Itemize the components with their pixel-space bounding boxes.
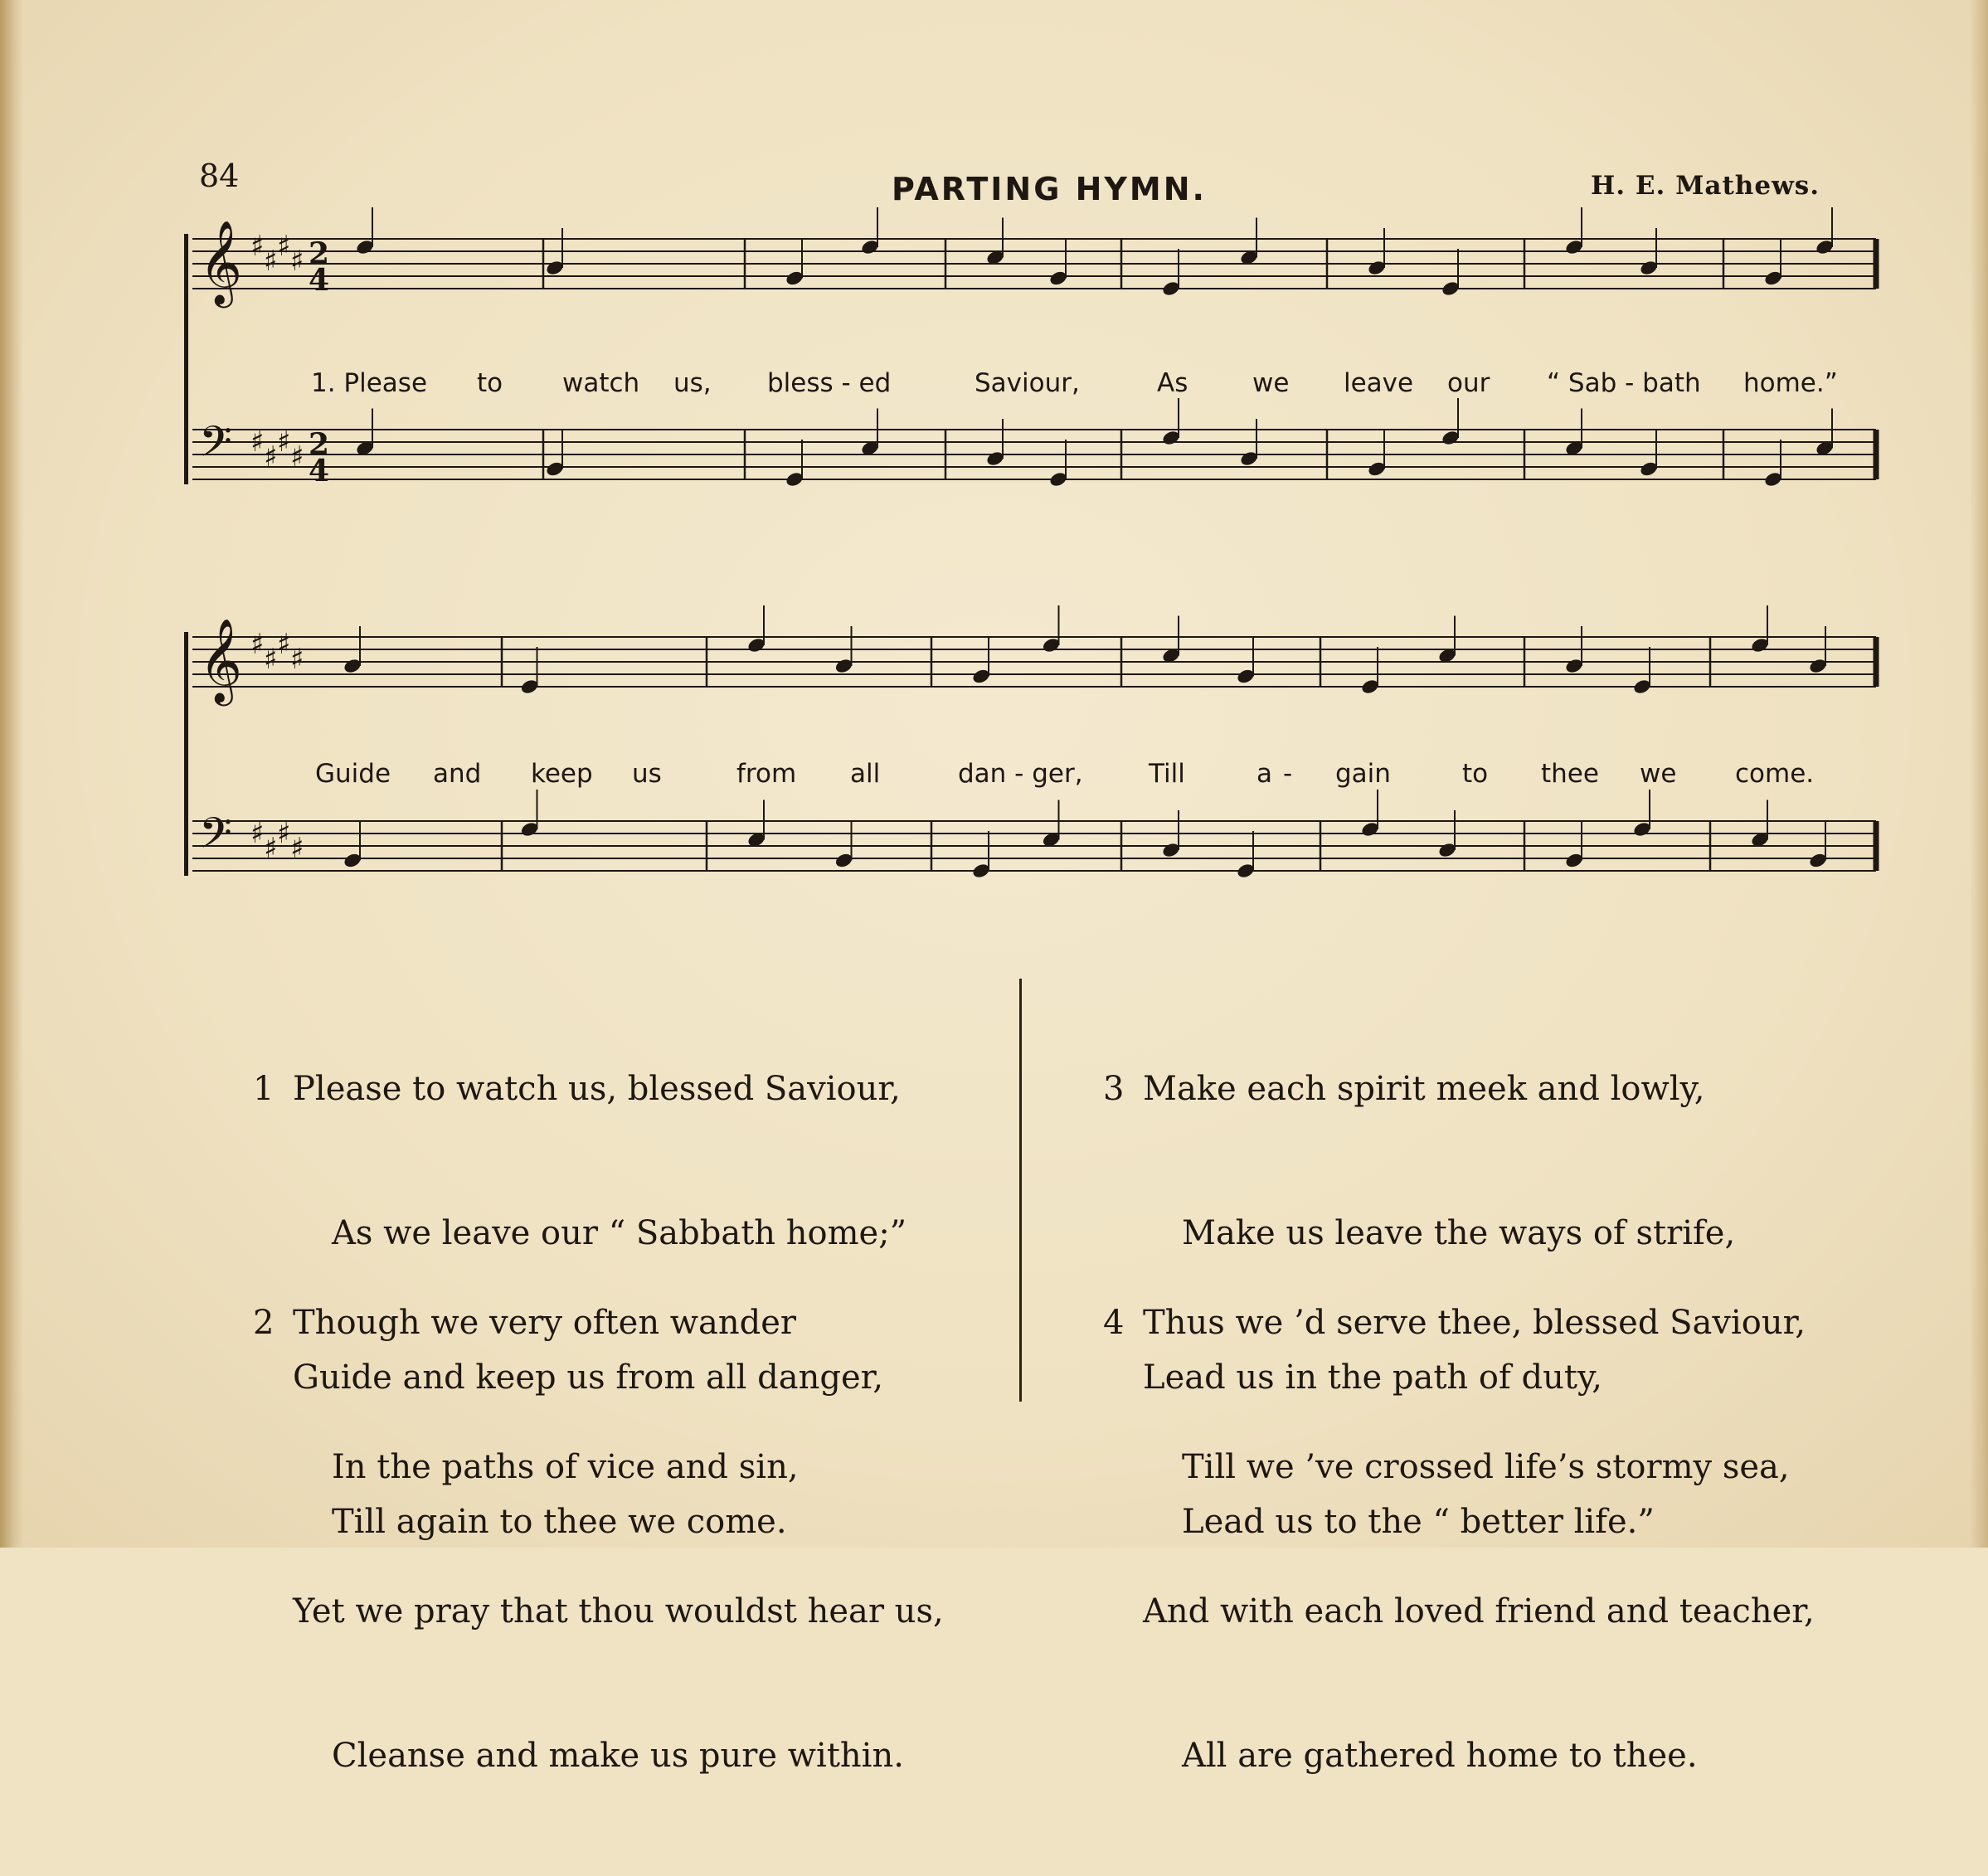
verse-number: 3 [1103, 1070, 1125, 1108]
sharp-sign: ♯ [277, 817, 291, 850]
sharp-sign: ♯ [290, 245, 304, 278]
lyrics-line-1 [311, 368, 1838, 398]
verse-line: Cleanse and make us pure within. [332, 1737, 904, 1775]
lyric-syllable: Saviour, [975, 368, 1080, 398]
bass-staff [192, 790, 1876, 880]
sharp-sign: ♯ [250, 425, 265, 459]
verse-line: As we leave our “ Sabbath home;” [332, 1214, 907, 1252]
verse-line: Yet we pray that thou wouldst hear us, [293, 1592, 944, 1631]
hymn-title: PARTING HYMN. [892, 171, 1207, 207]
system-bracket [184, 632, 188, 876]
bass-staff [192, 398, 1876, 488]
bass-clef: 𝄢 [199, 416, 232, 477]
sharp-sign: ♯ [264, 643, 278, 676]
sharp-sign: ♯ [277, 230, 291, 263]
lyrics-line-2 [315, 759, 1814, 789]
treble-staff [192, 605, 1876, 707]
time-signature-top: 2 [309, 427, 330, 462]
verse-line: In the paths of vice and sin, [332, 1448, 799, 1486]
sharp-sign: ♯ [290, 643, 304, 676]
time-signature-bottom: 4 [309, 454, 330, 488]
lyric-syllable: thee [1541, 759, 1599, 789]
verse-4 [1103, 1203, 1815, 1876]
treble-clef: 𝄞 [199, 617, 243, 702]
verse-line: Thus we ’d serve thee, blessed Saviour, [1143, 1304, 1806, 1342]
time-signature-top: 2 [309, 236, 330, 271]
lyric-syllable: Till [1149, 759, 1185, 789]
lyric-syllable: home.” [1743, 368, 1838, 398]
lyric-syllable: us [632, 759, 662, 789]
sharp-sign: ♯ [250, 628, 265, 661]
lyric-syllable: to [1462, 759, 1489, 789]
lyric-syllable: a [1256, 759, 1272, 789]
sharp-sign: ♯ [264, 832, 278, 865]
sharp-sign: ♯ [264, 245, 278, 278]
lyric-syllable: watch [562, 368, 640, 398]
sharp-sign: ♯ [277, 425, 291, 459]
verse-2 [253, 1203, 944, 1876]
verse-line: Lead us in the path of duty, [1143, 1358, 1602, 1397]
sharp-sign: ♯ [250, 230, 265, 263]
verse-line: All are gathered home to thee. [1182, 1737, 1698, 1775]
lyric-syllable: gain [1335, 759, 1391, 789]
lyric-syllable: and [433, 759, 482, 789]
lyric-syllable: us, [673, 368, 712, 398]
lyric-syllable: we [1252, 368, 1290, 398]
lyric-syllable: Guide [315, 759, 391, 789]
verse-line: Till we ’ve crossed life’s stormy sea, [1182, 1448, 1790, 1486]
verse-number: 1 [253, 1070, 275, 1108]
lyric-syllable: leave [1344, 368, 1414, 398]
verse-number: 2 [253, 1304, 275, 1342]
verse-line: Guide and keep us from all danger, [293, 1358, 884, 1397]
sharp-sign: ♯ [250, 817, 265, 850]
lyric-syllable: our [1447, 368, 1490, 398]
lyric-syllable: from [736, 759, 797, 789]
treble-clef: 𝄞 [199, 219, 243, 304]
sharp-sign: ♯ [264, 440, 278, 474]
lyric-syllable: come. [1735, 759, 1815, 789]
verse-line: Though we very often wander [293, 1304, 797, 1342]
lyric-syllable: dan - ger, [958, 759, 1083, 789]
column-divider [1019, 979, 1022, 1402]
sharp-sign: ♯ [290, 440, 304, 474]
lyric-syllable: As [1157, 368, 1188, 398]
lyric-syllable: we [1640, 759, 1677, 789]
verse-number: 4 [1103, 1304, 1125, 1342]
lyric-syllable: all [850, 759, 881, 789]
verse-line: Make us leave the ways of strife, [1182, 1214, 1736, 1252]
bass-clef: 𝄢 [199, 808, 232, 868]
verse-line: Please to watch us, blessed Saviour, [293, 1070, 901, 1108]
page-number: 84 [199, 158, 240, 194]
lyric-syllable: “ Sab - bath [1547, 368, 1701, 398]
treble-staff [192, 207, 1876, 309]
sharp-sign: ♯ [290, 832, 304, 865]
verse-line: And with each loved friend and teacher, [1143, 1592, 1815, 1631]
verse-line: Till again to thee we come. [332, 1503, 787, 1541]
system-bracket [184, 234, 188, 484]
time-signature-bottom: 4 [309, 263, 330, 298]
lyric-syllable: bless - ed [767, 368, 892, 398]
sharp-sign: ♯ [277, 628, 291, 661]
lyric-syllable: 1. Please [311, 368, 428, 398]
lyric-syllable: keep [531, 759, 593, 789]
verse-line: Lead us to the “ better life.” [1182, 1503, 1655, 1541]
lyric-syllable: - [1283, 759, 1293, 789]
composer-name: H. E. Mathews. [1591, 171, 1820, 201]
verse-line: Make each spirit meek and lowly, [1143, 1070, 1705, 1108]
lyric-syllable: to [477, 368, 503, 398]
